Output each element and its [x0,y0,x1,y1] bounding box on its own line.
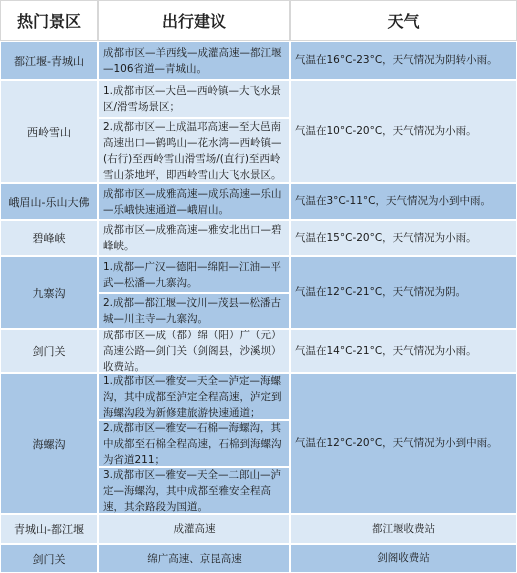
weather-xiling [290,80,517,183]
road-jianmen-toll-text: 绵广高速、京昆高速 [147,552,242,565]
route-hailuo-1 [98,373,290,420]
route-xiling-2-text: 2.成都市区—上成温邛高速—至大邑南高速出口—鹤鸣山—花水湾—西岭镇—(右行)至西岭雪山滑雪场/(直行)至西岭雪山茶地坪，即西岭雪山大飞水景区。 [103,120,282,181]
header-weather [290,0,517,41]
spot-jiuzhai-label: 九寨沟 [32,286,66,300]
route-hailuo-3-text: 3.成都市区—雅安—天全—二郎山—泸定—海螺沟，其中成都至雅安全程高速，其余路段为国道。 [103,468,282,513]
weather-hailuo-text: 气温在12°C-20°C，天气情况为小到中雨。 [295,437,498,449]
spot-hailuo-label: 海螺沟 [32,437,66,451]
weather-bifeng-text: 气温在15°C-20°C，天气情况为小雨。 [295,231,477,244]
route-hailuo-2 [98,420,290,467]
spot-dujiangyan-label: 都江堰-青城山 [14,54,84,68]
route-xiling-1-text: 1.成都市区—大邑—西岭镇—大飞水景区/滑雪场景区； [103,85,282,113]
weather-dujiangyan [290,41,517,80]
route-bifeng-text: 成都市区—成雅高速—雅安北出口—碧峰峡。 [103,224,282,252]
header-weather-label: 天气 [387,12,420,31]
route-bifeng [98,220,290,256]
spot-jianmen [0,329,98,373]
toll-jianmen-text: 剑阁收费站 [377,552,430,564]
road-qingcheng-toll [98,514,290,544]
spot-dujiangyan [0,41,98,80]
route-dujiangyan-text: 成都市区—羊西线—成灌高速—都江堰—106省道—青城山。 [103,46,282,75]
header-route-label: 出行建议 [161,12,226,31]
spot-jianmen-toll [0,544,98,573]
header-route [98,0,290,41]
weather-xiling-text: 气温在10°C-20°C，天气情况为小雨。 [295,125,477,137]
route-hailuo-3 [98,467,290,514]
header-spot-label: 热门景区 [16,12,81,31]
route-hailuo-1-text: 1.成都市区—雅安—天全—泸定—海螺沟，其中成都至泸定全程高速，泸定到海螺沟段为新修建旅游快速通道； [103,374,282,419]
route-emei-text: 成都市区—成雅高速—成乐高速—乐山—乐峨快速通道—峨眉山。 [103,187,282,216]
spot-xiling-label: 西岭雪山 [27,125,71,139]
toll-qingcheng-text: 都江堰收费站 [372,522,435,535]
route-xiling-2 [98,118,290,183]
spot-xiling [0,80,98,183]
route-jiuzhai-2-text: 2.成都—都江堰—汶川—茂县—松潘古城—川主寺—九寨沟。 [103,297,282,325]
route-emei [98,183,290,220]
weather-emei-text: 气温在3°C-11°C，天气情况为小到中雨。 [295,195,491,207]
header-spot [0,0,98,41]
route-jiuzhai-1 [98,256,290,293]
spot-jianmen-label: 剑门关 [32,345,66,358]
spot-hailuo [0,373,98,514]
weather-bifeng [290,220,517,256]
weather-emei [290,183,517,220]
spot-bifeng [0,220,98,256]
spot-qingcheng-toll-label: 青城山-都江堰 [14,523,84,536]
spot-qingcheng-toll [0,514,98,544]
weather-jianmen-text: 气温在14°C-21°C，天气情况为小雨。 [295,344,477,357]
road-jianmen-toll [98,544,290,573]
spot-jianmen-toll-label: 剑门关 [32,552,66,566]
weather-jiuzhai [290,256,517,329]
route-jiuzhai-1-text: 1.成都—广汉—德阳—绵阳—江油—平武—松潘—九寨沟。 [103,260,282,289]
spot-emei-label: 峨眉山-乐山大佛 [8,195,90,209]
route-hailuo-2-text: 2.成都市区—雅安—石棉—海螺沟，其中成都至石棉全程高速，石棉到海螺沟为省道211； [103,421,282,466]
toll-qingcheng [290,514,517,544]
weather-jianmen [290,329,517,373]
route-jiuzhai-2 [98,293,290,329]
route-xiling-1 [98,80,290,118]
spot-jiuzhai [0,256,98,329]
weather-jiuzhai-text: 气温在12°C-21°C，天气情况为阴。 [295,286,467,298]
weather-hailuo [290,373,517,514]
route-dujiangyan [98,41,290,80]
spot-emei [0,183,98,220]
road-qingcheng-toll-text: 成灌高速 [173,523,216,535]
weather-dujiangyan-text: 气温在16°C-23°C，天气情况为阴转小雨。 [295,54,498,66]
spot-bifeng-label: 碧峰峡 [32,232,66,245]
route-jianmen [98,329,290,373]
toll-jianmen [290,544,517,573]
route-jianmen-text: 成都市区—成（都）绵（阳）广（元）高速公路—剑门关（剑阁县，沙溪坝）收费站。 [103,329,282,373]
